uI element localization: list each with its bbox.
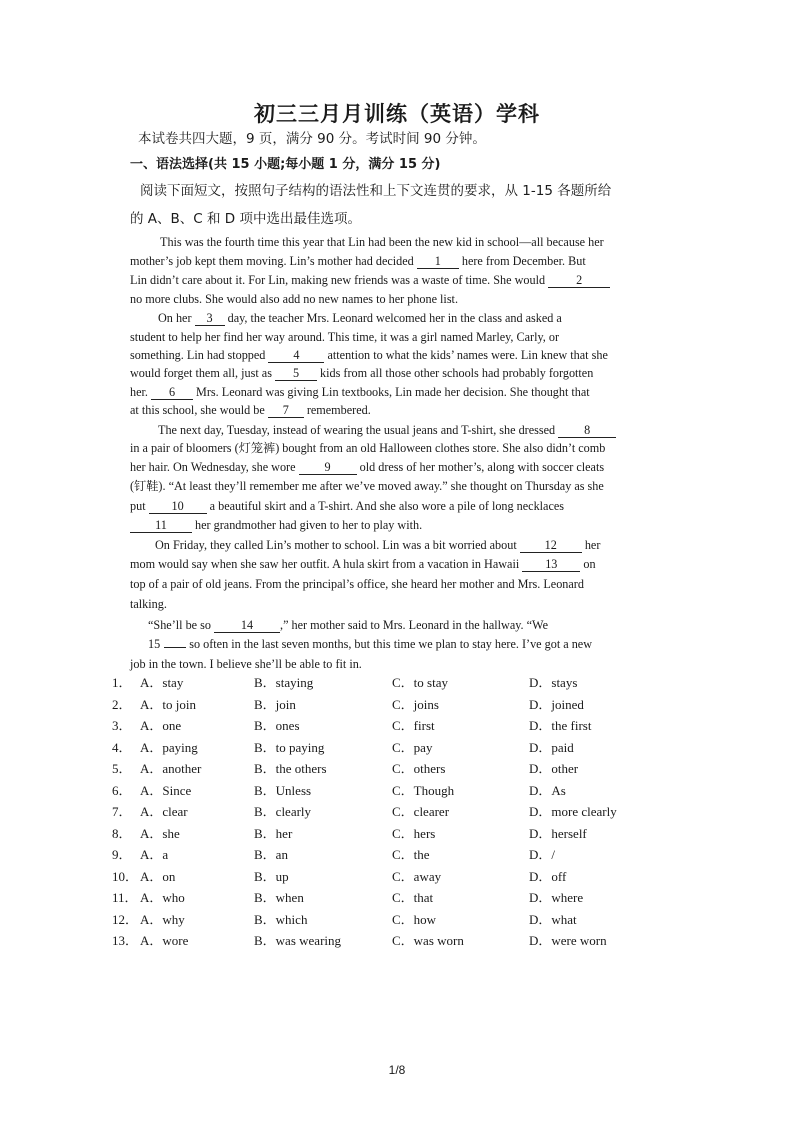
passage-line: “She’ll be so 14 ,” her mother said to Mrs. Leonard in the hallway. “We xyxy=(148,618,548,632)
question-number: 7． xyxy=(112,804,132,819)
question-number: 12． xyxy=(112,911,139,927)
option-d[interactable]: D．were worn xyxy=(529,933,607,948)
passage-line: 15 so often in the last seven months, but this time we plan to stay here. I’ve got a new xyxy=(148,637,593,651)
question-number: 8． xyxy=(112,825,132,841)
option-a[interactable]: A．paying xyxy=(140,739,198,755)
section-heading: 一、语法选择(共 15 小题;每小题 1 分，满分 15 分) xyxy=(130,157,441,172)
passage-line: her hair. On Wednesday, she wore 9 old dress of her mother’s, along with soccer cleats xyxy=(130,460,605,474)
question-number: 2． xyxy=(112,696,132,712)
option-b[interactable]: B．was wearing xyxy=(254,933,342,948)
option-row xyxy=(112,715,672,737)
passage-line: mother’s job kept them moving. Lin’s mother had decided 1 here from December. But xyxy=(130,254,586,268)
option-row xyxy=(112,909,672,931)
passage-line: student to help her find her way around. This time, it was a girl named Marley, Carly, or xyxy=(130,330,560,344)
blank-13[interactable]: 13 xyxy=(522,558,580,572)
option-c[interactable]: C．first xyxy=(392,718,435,733)
option-d[interactable]: D．/ xyxy=(529,847,556,862)
option-row xyxy=(112,801,672,823)
option-d[interactable]: D．what xyxy=(529,911,577,927)
option-c[interactable]: C．the xyxy=(392,847,430,862)
blank-6[interactable]: 6 xyxy=(151,386,193,400)
option-c[interactable]: C．pay xyxy=(392,739,433,755)
passage-line: mom would say when she saw her outfit. A hula skirt from a vacation in Hawaii 13 on xyxy=(130,557,596,571)
option-row xyxy=(112,694,672,716)
question-number: 4． xyxy=(112,739,132,755)
passage-line: no more clubs. She would also add no new names to her phone list. xyxy=(130,292,458,306)
passage-line: (钉鞋). “At least they’ll remember me after we’ve moved away.” she thought on Thursday as she xyxy=(130,479,604,493)
question-number: 3． xyxy=(112,718,132,733)
passage-line: would forget them all, just as 5 kids from all those other schools had probably forgotten xyxy=(130,366,594,380)
option-b[interactable]: B．clearly xyxy=(254,804,312,819)
instruction-line-2: 的 A、B、C 和 D 项中选出最佳选项。 xyxy=(130,211,361,227)
option-a[interactable]: A．wore xyxy=(140,933,189,948)
question-number: 6． xyxy=(112,782,132,798)
option-c[interactable]: C．Though xyxy=(392,782,455,798)
passage-line: something. Lin had stopped 4 attention to what the kids’ names were. Lin knew that she xyxy=(130,348,608,362)
passage-line: top of a pair of old jeans. From the principal’s office, she heard her mother and Mrs. Leonard xyxy=(130,577,584,591)
option-d[interactable]: D．other xyxy=(529,761,579,776)
options-list xyxy=(112,672,672,952)
option-row xyxy=(112,930,672,952)
option-d[interactable]: D．the first xyxy=(529,718,592,733)
passage-line: 11 her grandmother had given to her to play with. xyxy=(130,517,422,533)
passage-line: The next day, Tuesday, instead of wearing the usual jeans and T-shirt, she dressed 8 xyxy=(158,422,616,438)
passage-line: On her 3 day, the teacher Mrs. Leonard welcomed her in the class and asked a xyxy=(158,311,562,325)
option-a[interactable]: A．stay xyxy=(140,675,184,690)
blank-15-number: 15 xyxy=(148,637,161,651)
question-number: 13． xyxy=(112,933,139,948)
option-b[interactable]: B．ones xyxy=(254,718,300,733)
option-c[interactable]: C．clearer xyxy=(392,804,450,819)
passage-line: job in the town. I believe she’ll be able to fit in. xyxy=(130,657,362,671)
option-b[interactable]: B．Unless xyxy=(254,782,312,798)
passage-line: On Friday, they called Lin’s mother to school. Lin was a bit worried about 12 her xyxy=(155,538,601,552)
passage-line: put 10 a beautiful skirt and a T-shirt. And she also wore a pile of long necklaces xyxy=(130,499,565,513)
blank-15[interactable] xyxy=(164,647,186,648)
option-b[interactable]: B．an xyxy=(254,847,288,862)
passage-line: at this school, she would be 7 remembered. xyxy=(130,403,371,417)
option-b[interactable]: B．the others xyxy=(254,761,327,776)
option-c[interactable]: C．to stay xyxy=(392,675,448,690)
option-a[interactable]: A．one xyxy=(140,718,182,733)
question-number: 11． xyxy=(112,890,138,905)
option-row xyxy=(112,758,672,780)
option-c[interactable]: C．how xyxy=(392,911,437,927)
passage-line: This was the fourth time this year that Lin had been the new kid in school—all because her xyxy=(160,235,604,249)
blank-12[interactable]: 12 xyxy=(520,539,582,553)
blank-5[interactable]: 5 xyxy=(275,367,317,381)
option-b[interactable]: B．which xyxy=(254,911,308,927)
blank-2[interactable]: 2 xyxy=(548,274,610,288)
page-number: 1/8 xyxy=(388,1063,406,1077)
exam-info: 本试卷共四大题，9 页，满分 90 分。考试时间 90 分钟。 xyxy=(138,131,486,147)
option-d[interactable]: D．stays xyxy=(529,675,578,690)
option-b[interactable]: B．staying xyxy=(254,675,314,690)
option-b[interactable]: B．when xyxy=(254,890,304,905)
option-d[interactable]: D．joined xyxy=(529,696,584,712)
option-d[interactable]: D．paid xyxy=(529,739,574,755)
option-a[interactable]: A．clear xyxy=(140,804,188,819)
option-row xyxy=(112,844,672,866)
option-a[interactable]: A．another xyxy=(140,761,202,776)
option-a[interactable]: A．on xyxy=(140,868,176,884)
blank-9[interactable]: 9 xyxy=(299,461,357,475)
blank-10[interactable]: 10 xyxy=(149,500,207,514)
option-b[interactable]: B．to paying xyxy=(254,739,325,755)
passage-line: Lin didn’t care about it. For Lin, making new friends was a waste of time. She would 2 xyxy=(130,272,610,288)
option-row xyxy=(112,823,672,845)
option-a[interactable]: A．to join xyxy=(140,696,196,712)
option-row xyxy=(112,737,672,759)
blank-14[interactable]: 14 xyxy=(214,619,280,633)
question-number: 10． xyxy=(112,868,139,884)
option-b[interactable]: B．her xyxy=(254,825,293,841)
option-d[interactable]: D．off xyxy=(529,868,567,884)
option-row xyxy=(112,672,672,694)
option-d[interactable]: D．where xyxy=(529,890,584,905)
option-c[interactable]: C．away xyxy=(392,868,442,884)
passage-line: talking. xyxy=(130,597,167,611)
question-number: 1． xyxy=(112,675,132,690)
passage-line: her. 6 Mrs. Leonard was giving Lin textbooks, Lin made her decision. She thought that xyxy=(130,385,590,399)
option-a[interactable]: A．who xyxy=(140,890,185,905)
option-row xyxy=(112,866,672,888)
blank-11[interactable]: 11 xyxy=(130,519,192,533)
blank-4[interactable]: 4 xyxy=(268,349,324,363)
blank-8[interactable]: 8 xyxy=(558,424,616,438)
option-d[interactable]: D．more clearly xyxy=(529,804,617,819)
page-title: 初三三月月训练（英语）学科 xyxy=(254,102,540,126)
question-number: 5． xyxy=(112,761,132,776)
question-number: 9． xyxy=(112,847,132,862)
option-row xyxy=(112,887,672,909)
option-c[interactable]: C．was worn xyxy=(392,933,464,948)
option-a[interactable]: A．Since xyxy=(140,782,192,798)
blank-1[interactable]: 1 xyxy=(417,255,459,269)
option-c[interactable]: C．joins xyxy=(392,696,439,712)
option-row xyxy=(112,780,672,802)
passage-line: in a pair of bloomers (灯笼裤) bought from an old Halloween clothes store. She also didn’t comb xyxy=(130,441,606,455)
option-b[interactable]: B．up xyxy=(254,868,289,884)
option-c[interactable]: C．others xyxy=(392,761,446,776)
option-c[interactable]: C．hers xyxy=(392,825,436,841)
option-b[interactable]: B．join xyxy=(254,696,296,712)
option-a[interactable]: A．a xyxy=(140,847,169,862)
instruction-line-1: 阅读下面短文，按照句子结构的语法性和上下文连贯的要求，从 1-15 各题所给 xyxy=(140,183,612,199)
option-d[interactable]: D．As xyxy=(529,782,566,798)
option-a[interactable]: A．why xyxy=(140,911,185,927)
option-d[interactable]: D．herself xyxy=(529,825,587,841)
option-a[interactable]: A．she xyxy=(140,825,180,841)
blank-3[interactable]: 3 xyxy=(195,312,225,326)
blank-7[interactable]: 7 xyxy=(268,404,304,418)
option-c[interactable]: C．that xyxy=(392,890,434,905)
